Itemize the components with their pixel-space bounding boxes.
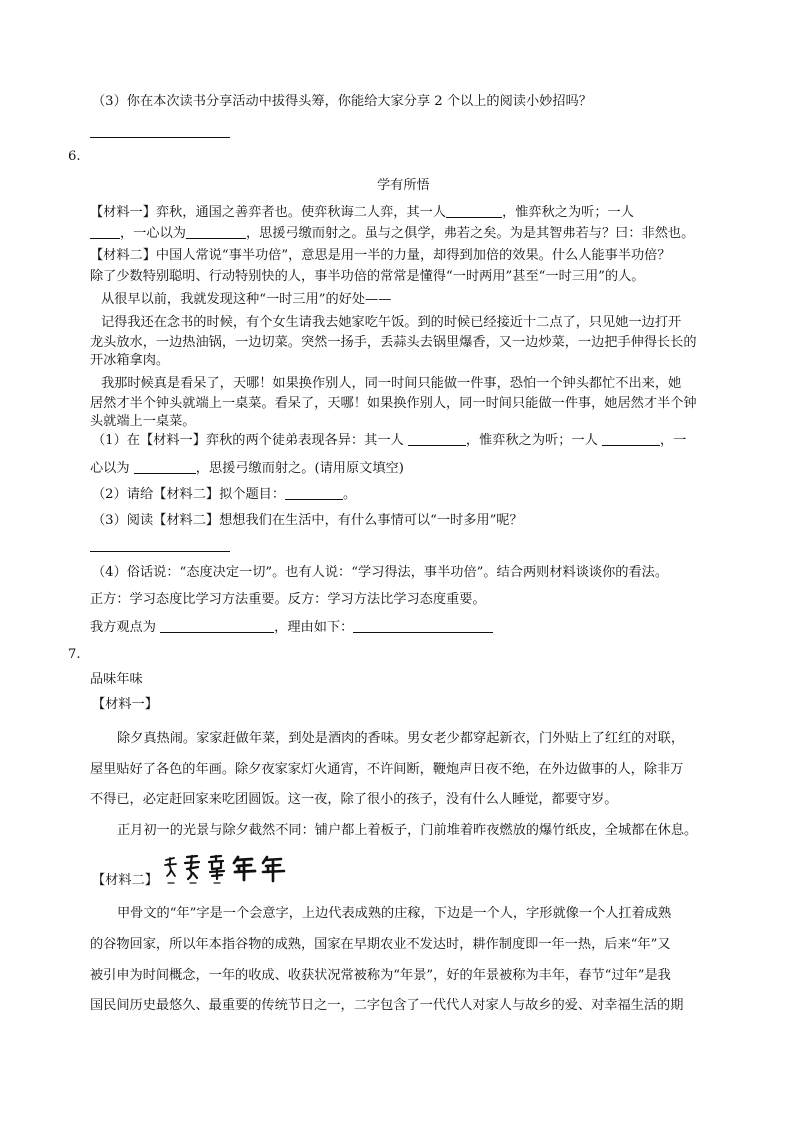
material-1-line-2: ，一心以为 ，思援弓缴而射之。虽与之俱学，弗若之矣。为是其智弗若与？曰：非然也。 [90, 224, 694, 244]
material-2-line-4: 记得我还在念书的时候，有个女生请我去她家吃午饭。到的时候已经接近十二点了，只见她一边打开 [101, 315, 682, 330]
sub-question-4-my-view: 我方观点为 ，理由如下： [90, 618, 493, 638]
q7-material-2-line-2: 的谷物回家，所以年本指谷物的成熟，国家在早期农业不发达时，耕作制度即一年一热，后来“年”又 [90, 937, 671, 952]
sub-question-1-line-2: 心以为 ，思援弓缴而射之。(请用原文填空) [90, 461, 404, 476]
blank-3[interactable] [186, 224, 246, 239]
q7-material-1-line-4: 正月初一的光景与除夕截然不同：铺户都上着板子，门前堆着昨夜燃放的爆竹纸皮，全城都在休息。 [117, 823, 698, 838]
material-2-line-5: 龙头放水，一边热油锅，一边切菜。突然一扬手，丢蒜头去锅里爆香，又一边炒菜，一边把手伸得长长的 [90, 335, 697, 350]
q7-material-2-line-1: 甲骨文的“年”字是一个会意字，上边代表成熟的庄稼，下边是一个人，字形就像一个人扛着成熟 [117, 906, 672, 921]
material-2-line-2: 除了少数特别聪明、行动特别快的人，事半功倍的常常是懂得“一时两用”甚至“一时三用”的人。 [90, 269, 645, 284]
material-2-line-9: 头就端上一桌菜。 [90, 414, 196, 429]
question-6-number: 6. [68, 149, 81, 164]
blank-title[interactable] [285, 485, 343, 500]
sub-question-2: （2）请给【材料二】拟个题目： 。 [92, 487, 357, 502]
material-2-line-3: 从很早以前，我就发现这种“一时三用”的好处—— [101, 292, 392, 307]
material-2-line-8: 居然才半个钟头就端上一桌菜。看呆了，天哪！如果换作别人，同一时间只能做一件事，她居然才半个钟 [90, 396, 697, 411]
sub-question-3: （3）阅读【材料二】想想我们在生活中，有什么事情可以“一时多用”呢？ [92, 513, 523, 528]
material-2-line-7: 我那时候真是看呆了，天哪！如果换作别人，同一时间只能做一件事，恐怕一个钟头都忙不出来，她 [101, 376, 682, 391]
nian-bronze-form [185, 856, 199, 879]
q7-material-2-line-3: 被引申为时间概念，一年的收成、收获状况常被称为“年景”，好的年景被称为丰年，春节“过年”是我 [90, 968, 671, 983]
question-6-title: 学有所悟 [377, 178, 430, 193]
blank-s1-2[interactable] [602, 431, 660, 446]
blank-reason[interactable] [353, 618, 493, 633]
nian-clerical-form [234, 857, 255, 880]
sub-question-4-sides: 正方：学习态度比学习方法重要。反方：学习方法比学习态度重要。 [90, 592, 486, 607]
question-7-number: 7. [68, 647, 81, 662]
blank-2[interactable] [90, 224, 120, 239]
sub-question-1-line-1: （1）在【材料一】弈秋的两个徒弟表现各异：其一人 ，惟弈秋之为听；一人 ，一 [92, 433, 687, 448]
q7-material-1-line-1: 除夕真热闹。家家赶做年菜，到处是酒肉的香味。男女老少都穿起新衣，门外贴上了红红的对联， [117, 731, 685, 746]
material-1-line-1: 【材料一】弈秋，通国之善弈者也。使弈秋诲二人弈，其一人 ，惟弈秋之为听；一人 [90, 205, 634, 220]
q7-material-2-line-4: 国民间历史最悠久、最重要的传统节日之一，二字包含了一代代人对家人与故乡的爱、对幸福生活的期 [90, 998, 684, 1013]
q7-material-1-line-2: 屋里贴好了各色的年画。除夕夜家家灯火通宵，不许间断，鞭炮声日夜不绝，在外边做事的人，除非万 [90, 762, 684, 777]
nian-regular-form [263, 857, 284, 881]
nian-character-evolution-image [160, 852, 290, 888]
nian-seal-form [209, 856, 224, 879]
blank-s1-3[interactable] [134, 459, 196, 474]
material-2-line-6: 开冰箱拿肉。 [90, 353, 170, 368]
q7-material-1-line-3: 不得已，必定赶回家来吃团圆饭。这一夜，除了很小的孩子，没有什么人睡觉，都要守岁。 [90, 792, 618, 807]
q7-material-2-label: 【材料二】 [92, 873, 158, 888]
answer-line-q5-3[interactable] [90, 137, 230, 138]
question-5-sub-3: （3）你在本次读书分享活动中拔得头筹，你能给大家分享 2 个以上的阅读小妙招吗？ [92, 94, 592, 109]
blank-1[interactable] [446, 203, 502, 218]
blank-s1-1[interactable] [408, 431, 466, 446]
nian-oracle-form [165, 858, 176, 876]
answer-line-q6-3[interactable] [90, 551, 230, 552]
blank-view[interactable] [160, 618, 274, 633]
question-7-title: 品味年味 [90, 672, 143, 687]
q7-material-1-label: 【材料一】 [92, 697, 158, 712]
sub-question-4: （4）俗话说：“态度决定一切”。也有人说：“学习得法，事半功倍”。结合两则材料谈谈你的看法。 [92, 565, 669, 580]
material-2-line-1: 【材料二】中国人常说“事半功倍”，意思是用一半的力量，却得到加倍的效果。什么人能事半功倍？ [90, 248, 671, 263]
